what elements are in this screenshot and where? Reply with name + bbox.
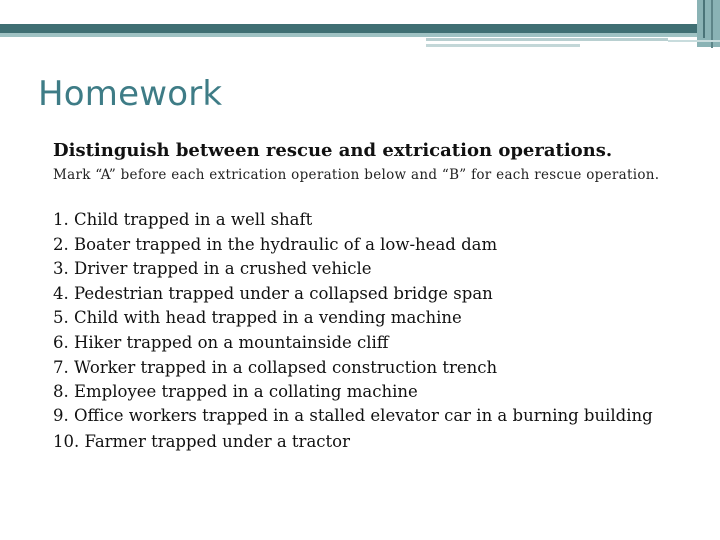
list-item: 7. Worker trapped in a collapsed construction trench bbox=[53, 357, 498, 377]
list-item: 9. Office workers trapped in a stalled elevator car in a burning building bbox=[53, 405, 653, 425]
accent-line bbox=[426, 38, 668, 41]
accent-line bbox=[668, 40, 720, 42]
list-item: 3. Driver trapped in a crushed vehicle bbox=[53, 259, 372, 279]
list-item: 5. Child with head trapped in a vending machine bbox=[53, 308, 462, 328]
list-item: 4. Pedestrian trapped under a collapsed bridge span bbox=[53, 283, 493, 303]
item-list bbox=[53, 208, 653, 454]
list-item: 1. Child trapped in a well shaft bbox=[53, 210, 313, 229]
slide-heading: Distinguish between rescue and extrication operations. bbox=[53, 140, 613, 161]
corner-stripe bbox=[703, 0, 705, 38]
list-item: 8. Employee trapped in a collating machine bbox=[53, 382, 418, 402]
slide-instructions: Mark “A” before each extrication operation below and “B” for each rescue operation. bbox=[53, 167, 660, 183]
list-item: 6. Hiker trapped on a mountainside cliff bbox=[53, 332, 389, 352]
header-bar-light bbox=[0, 33, 697, 37]
list-item: 2. Boater trapped in the hydraulic of a low-head dam bbox=[53, 234, 498, 254]
slide-title: Homework bbox=[38, 74, 223, 114]
list-item: 10. Farmer trapped under a tractor bbox=[53, 431, 350, 451]
header-bar-dark bbox=[0, 24, 697, 33]
accent-line bbox=[426, 44, 580, 47]
